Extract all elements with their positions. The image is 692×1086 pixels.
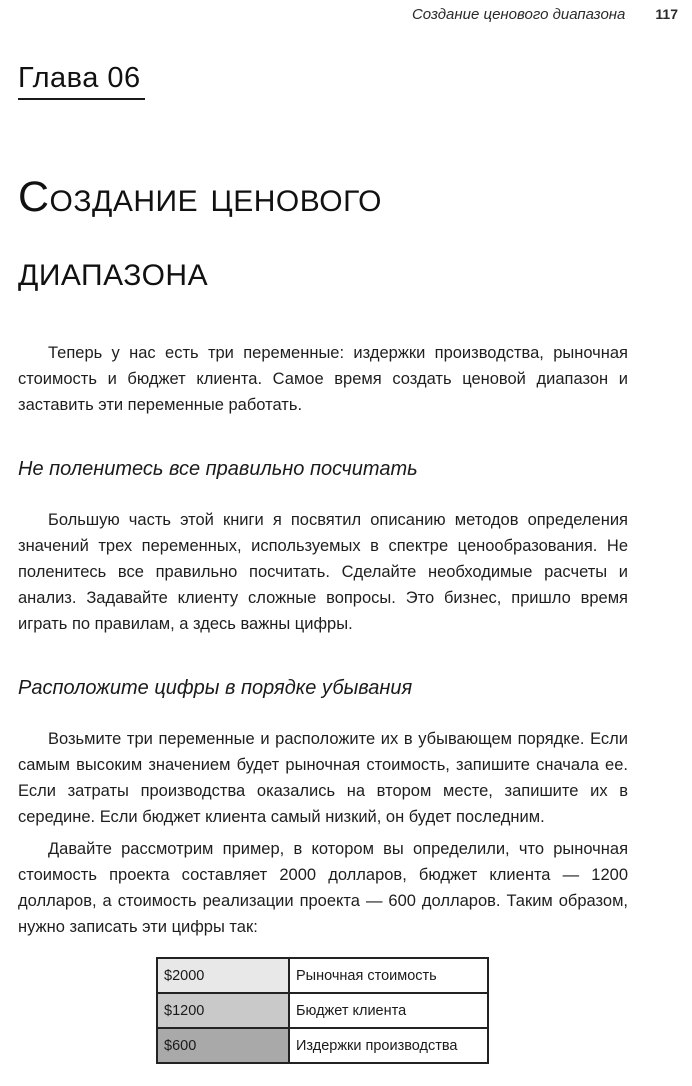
running-title: Создание ценового диапазона <box>411 6 626 23</box>
amount-cell: $1200 <box>157 993 289 1028</box>
section1-paragraph: Большую часть этой книги я посвятил описанию методов определения значений трех переменных, используемых в спектре ценообразования. Не поленитесь все правильно посчитать. Сделайте необходимые расчеты и анализ. Задавайте клиенту сложные вопросы. Это бизнес, пришло время играть по правилам, а здесь важны цифры. <box>18 511 628 633</box>
table-row <box>157 958 488 993</box>
section1-heading: Не поленитесь все правильно посчитать <box>18 458 418 480</box>
label-cell: Рыночная стоимость <box>289 958 488 993</box>
table-row <box>157 1028 488 1063</box>
amount-cell: $2000 <box>157 958 289 993</box>
section2-paragraph1: Возьмите три переменные и расположите их в убывающем порядке. Если самым высоким значением будет рыночная стоимость, запишите сначала ее. Если затраты производства оказались на втором месте, запишите их в середине. Если бюджет клиента самый низкий, он будет последним. <box>18 730 628 826</box>
label-cell: Издержки производства <box>289 1028 488 1063</box>
table-row <box>157 993 488 1028</box>
page-number: 117 <box>655 6 678 22</box>
chapter-label: Глава 06 <box>18 62 145 100</box>
label-cell: Бюджет клиента <box>289 993 488 1028</box>
price-table <box>156 957 489 1064</box>
chapter-title-line2: диапазона <box>18 247 209 295</box>
section2-paragraph2: Давайте рассмотрим пример, в котором вы определили, что рыночная стоимость проекта составляет 2000 долларов, бюджет клиента — 1200 долларов, а стоимость реализации проекта — 600 долларов. Таким образом, нужно записать эти цифры так: <box>18 840 628 936</box>
chapter-title-line1: Создание ценового <box>18 173 382 221</box>
section2-heading: Расположите цифры в порядке убывания <box>18 677 413 699</box>
chapter-title <box>18 160 668 308</box>
amount-cell: $600 <box>157 1028 289 1063</box>
intro-paragraph: Теперь у нас есть три переменные: издержки производства, рыночная стоимость и бюджет клиента. Самое время создать ценовой диапазон и заставить эти переменные работать. <box>18 344 628 414</box>
running-header <box>412 6 678 23</box>
